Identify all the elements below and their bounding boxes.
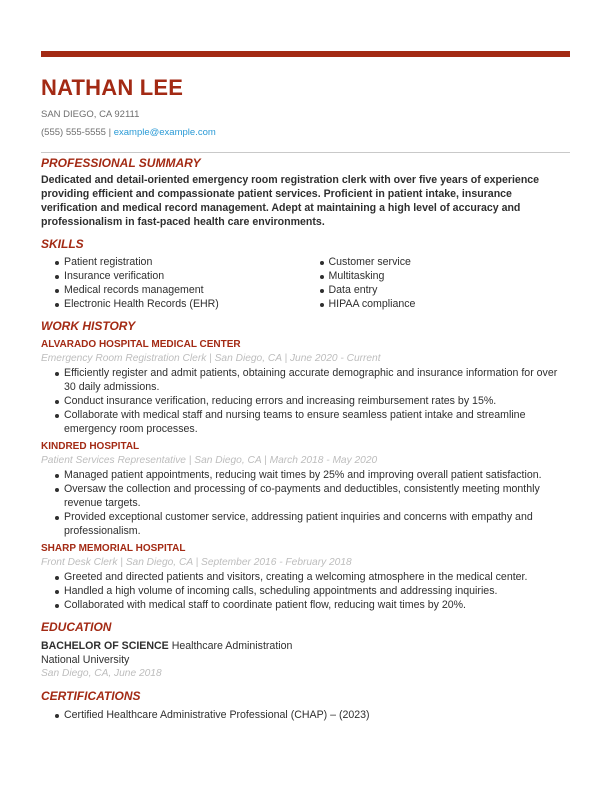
job-bullets	[41, 570, 570, 612]
job-bullet: Collaborated with medical staff to coordinate patient flow, reducing wait times by 20%.	[41, 598, 570, 612]
skills-right-list	[306, 255, 571, 311]
summary-heading: PROFESSIONAL SUMMARY	[41, 156, 201, 170]
job-bullet: Provided exceptional customer service, addressing patient inquiries and concerns with empathy and professionalism.	[41, 510, 570, 538]
skill-item: Customer service	[306, 255, 571, 269]
email-link[interactable]: example@example.com	[113, 127, 216, 138]
work-history-section	[41, 318, 570, 612]
job-bullet: Greeted and directed patients and visitors, creating a welcoming atmosphere in the medical center.	[41, 570, 570, 584]
job-bullet: Managed patient appointments, reducing wait times by 25% and improving overall patient satisfaction.	[41, 468, 570, 482]
location-line	[41, 108, 570, 122]
job-entry	[41, 542, 570, 612]
certifications-section	[41, 688, 570, 722]
employer-name: KINDRED HOSPITAL	[41, 441, 140, 452]
skill-item: Electronic Health Records (EHR)	[41, 297, 306, 311]
job-meta: Front Desk Clerk | San Diego, CA | September 2016 - February 2018	[41, 557, 352, 568]
certifications-list	[41, 708, 570, 722]
job-bullets	[41, 366, 570, 436]
contact-line	[41, 126, 570, 140]
phone: (555) 555-5555	[41, 127, 106, 138]
skills-heading: SKILLS	[41, 237, 84, 251]
summary-text: Dedicated and detail-oriented emergency room registration clerk with over five years of experience providing efficient and compassionate patient services. Proficient in patient intake, insurance verification and medical record management. Adept at maintaining a high level of accuracy and professionalism in fast-paced health care environments.	[41, 174, 540, 228]
job-bullet: Efficiently register and admit patients, obtaining accurate demographic and insurance information for over 30 daily admissions.	[41, 366, 570, 394]
job-bullet: Handled a high volume of incoming calls, scheduling appointments and addressing inquiries.	[41, 584, 570, 598]
school-name: National University	[41, 654, 130, 666]
employer-name: SHARP MEMORIAL HOSPITAL	[41, 543, 186, 554]
location: SAN DIEGO, CA 92111	[41, 109, 140, 120]
job-meta: Emergency Room Registration Clerk | San Diego, CA | June 2020 - Current	[41, 353, 381, 364]
skill-item: Data entry	[306, 283, 571, 297]
job-bullet: Oversaw the collection and processing of co-payments and deductibles, consistently meeting monthly revenue targets.	[41, 482, 570, 510]
skill-item: Insurance verification	[41, 269, 306, 283]
job-bullet: Collaborate with medical staff and nursing teams to ensure seamless patient intake and streamline emergency room processes.	[41, 408, 570, 436]
resume-body	[41, 74, 570, 722]
job-bullets	[41, 468, 570, 538]
degree-line	[41, 639, 570, 653]
skill-item: Multitasking	[306, 269, 571, 283]
header-accent-bar	[41, 51, 570, 57]
job-bullet: Conduct insurance verification, reducing errors and increasing reimbursement rates by 15%.	[41, 394, 570, 408]
header-divider	[41, 152, 570, 153]
job-entry	[41, 338, 570, 436]
certifications-heading: CERTIFICATIONS	[41, 689, 141, 703]
skill-item: HIPAA compliance	[306, 297, 571, 311]
work-history-heading: WORK HISTORY	[41, 319, 136, 333]
job-meta: Patient Services Representative | San Diego, CA | March 2018 - May 2020	[41, 455, 378, 466]
certification-item: Certified Healthcare Administrative Professional (CHAP) – (2023)	[41, 708, 570, 722]
contact-separator: |	[108, 127, 112, 138]
education-meta: San Diego, CA, June 2018	[41, 668, 162, 679]
candidate-name: NATHAN LEE	[41, 75, 184, 100]
education-section	[41, 619, 570, 681]
skill-item: Patient registration	[41, 255, 306, 269]
skills-columns	[41, 255, 570, 311]
job-entry	[41, 440, 570, 538]
degree-name: BACHELOR OF SCIENCE	[41, 640, 169, 652]
employer-name: ALVARADO HOSPITAL MEDICAL CENTER	[41, 339, 241, 350]
skill-item: Medical records management	[41, 283, 306, 297]
degree-field: Healthcare Administration	[171, 640, 293, 652]
education-heading: EDUCATION	[41, 620, 112, 634]
summary-section	[41, 155, 570, 229]
skills-section	[41, 236, 570, 311]
skills-left-list	[41, 255, 306, 311]
